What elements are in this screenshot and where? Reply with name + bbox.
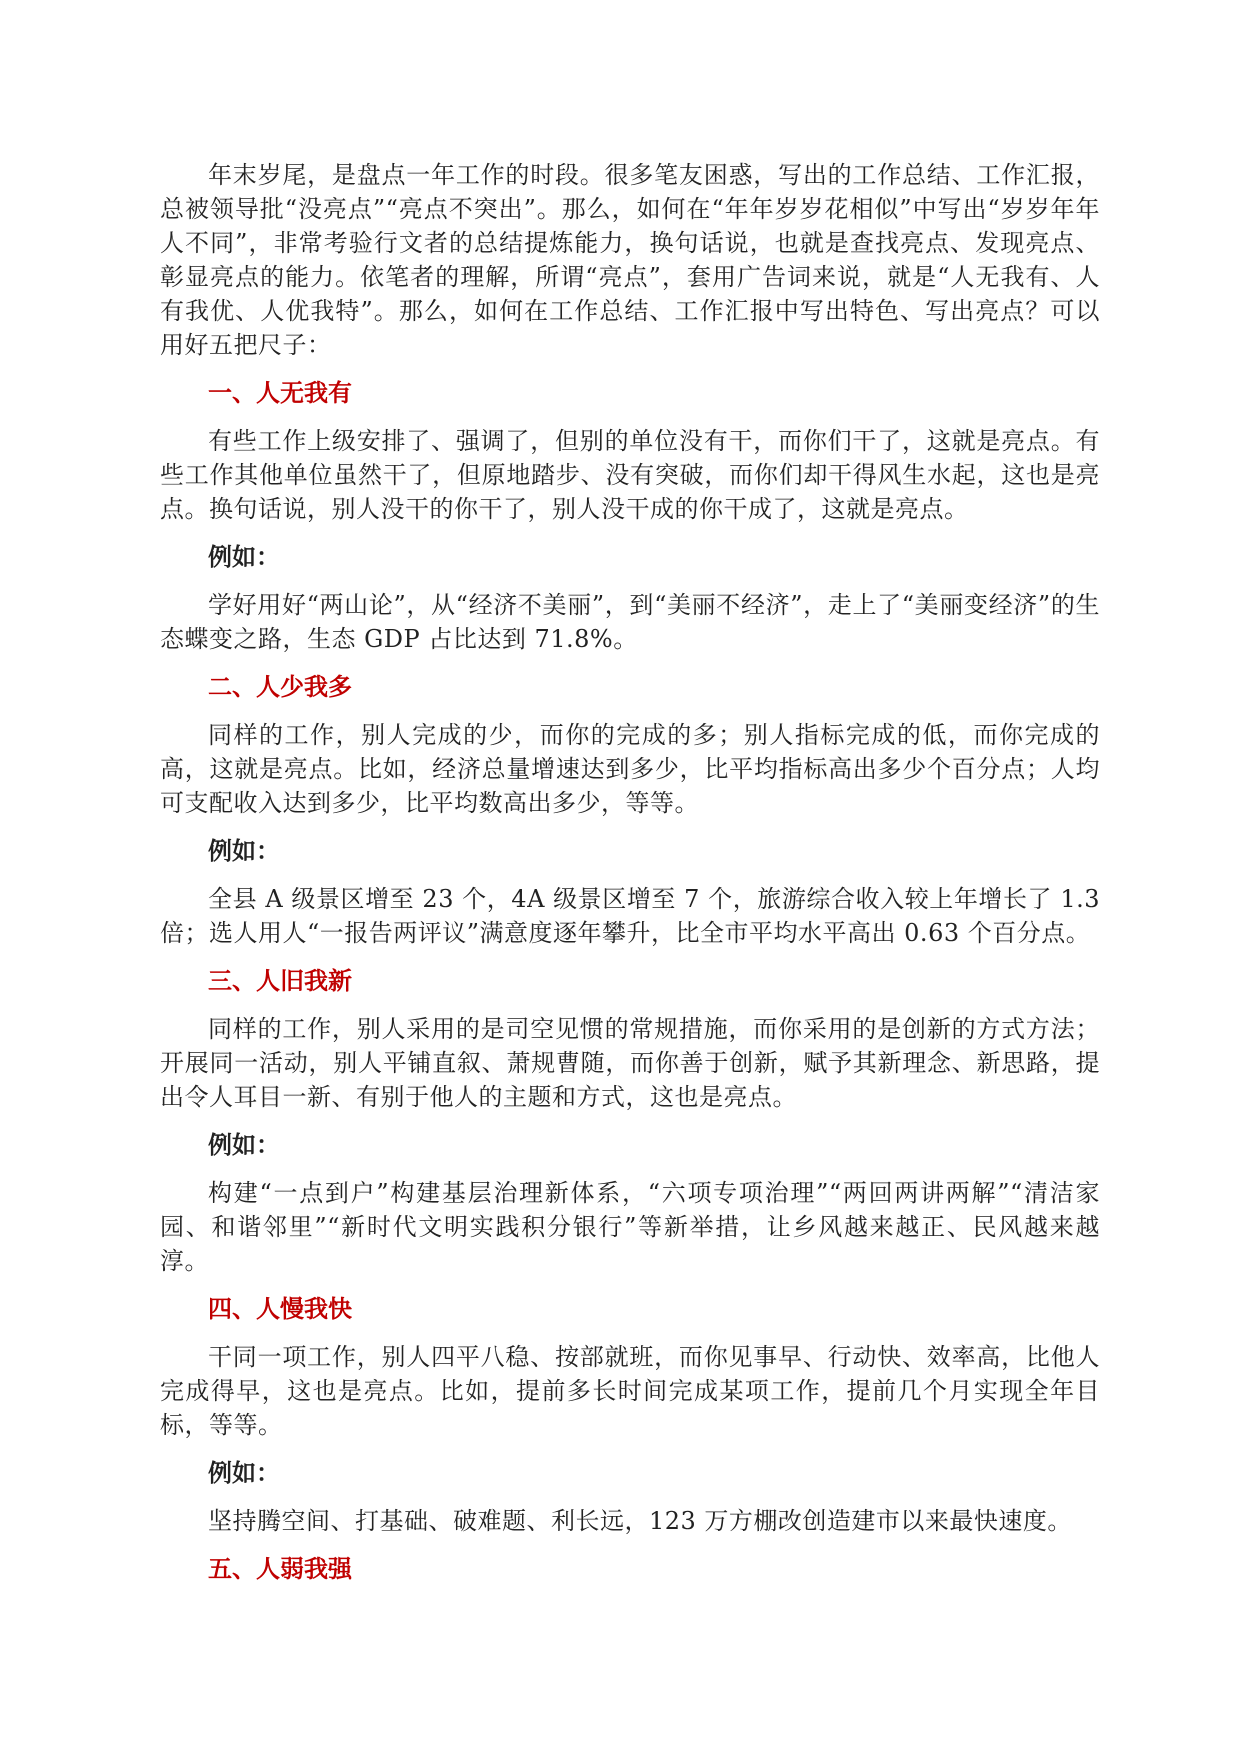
section-example-4: 坚持腾空间、打基础、破难题、利长远，123 万方棚改创造建市以来最快速度。 bbox=[208, 1507, 1072, 1535]
section-example-1: 学好用好“两山论”，从“经济不美丽”，到“美丽不经济”，走上了“美丽变经济”的生态蝶变之路，生态 GDP 占比达到 71.8%。 bbox=[160, 591, 1100, 653]
section-body-4: 干同一项工作，别人四平八稳、按部就班，而你见事早、行动快、效率高，比他人完成得早，这也是亮点。比如，提前多长时间完成某项工作，提前几个月实现全年目标，等等。 bbox=[160, 1343, 1100, 1439]
section-heading-5: 五、人弱我强 bbox=[208, 1554, 352, 1583]
section-example-2: 全县 A 级景区增至 23 个，4A 级景区增至 7 个，旅游综合收入较上年增长了 1.3 倍；选人用人“一报告两评议”满意度逐年攀升，比全市平均水平高出 0.63 个百分点。 bbox=[160, 885, 1100, 947]
example-label-4: 例如： bbox=[208, 1458, 280, 1487]
section-body-3: 同样的工作，别人采用的是司空见惯的常规措施，而你采用的是创新的方式方法；开展同一活动，别人平铺直叙、萧规曹随，而你善于创新，赋予其新理念、新思路，提出令人耳目一新、有别于他人的主题和方式，这也是亮点。 bbox=[160, 1015, 1100, 1111]
section-example-3: 构建“一点到户”构建基层治理新体系，“六项专项治理”“两回两讲两解”“清洁家园、和谐邻里”“新时代文明实践积分银行”等新举措，让乡风越来越正、民风越来越淳。 bbox=[160, 1179, 1100, 1275]
example-label-3: 例如： bbox=[208, 1130, 280, 1159]
section-heading-2: 二、人少我多 bbox=[208, 672, 352, 701]
section-body-2: 同样的工作，别人完成的少，而你的完成的多；别人指标完成的低，而你完成的高，这就是亮点。比如，经济总量增速达到多少，比平均指标高出多少个百分点；人均可支配收入达到多少，比平均数高出多少，等等。 bbox=[160, 721, 1100, 817]
example-label-1: 例如： bbox=[208, 542, 280, 571]
intro-paragraph: 年末岁尾，是盘点一年工作的时段。很多笔友困惑，写出的工作总结、工作汇报，总被领导批“没亮点”“亮点不突出”。那么，如何在“年年岁岁花相似”中写出“岁岁年年人不同”，非常考验行文者的总结提炼能力，换句话说，也就是查找亮点、发现亮点、彰显亮点的能力。依笔者的理解，所谓“亮点”，套用广告词来说，就是“人无我有、人有我优、人优我特”。那么，如何在工作总结、工作汇报中写出特色、写出亮点？可以用好五把尺子： bbox=[160, 161, 1100, 359]
section-heading-4: 四、人慢我快 bbox=[208, 1294, 352, 1323]
example-label-2: 例如： bbox=[208, 836, 280, 865]
section-heading-1: 一、人无我有 bbox=[208, 378, 352, 407]
section-body-1: 有些工作上级安排了、强调了，但别的单位没有干，而你们干了，这就是亮点。有些工作其他单位虽然干了，但原地踏步、没有突破，而你们却干得风生水起，这也是亮点。换句话说，别人没干的你干了，别人没干成的你干成了，这就是亮点。 bbox=[160, 427, 1100, 523]
section-heading-3: 三、人旧我新 bbox=[208, 966, 352, 995]
